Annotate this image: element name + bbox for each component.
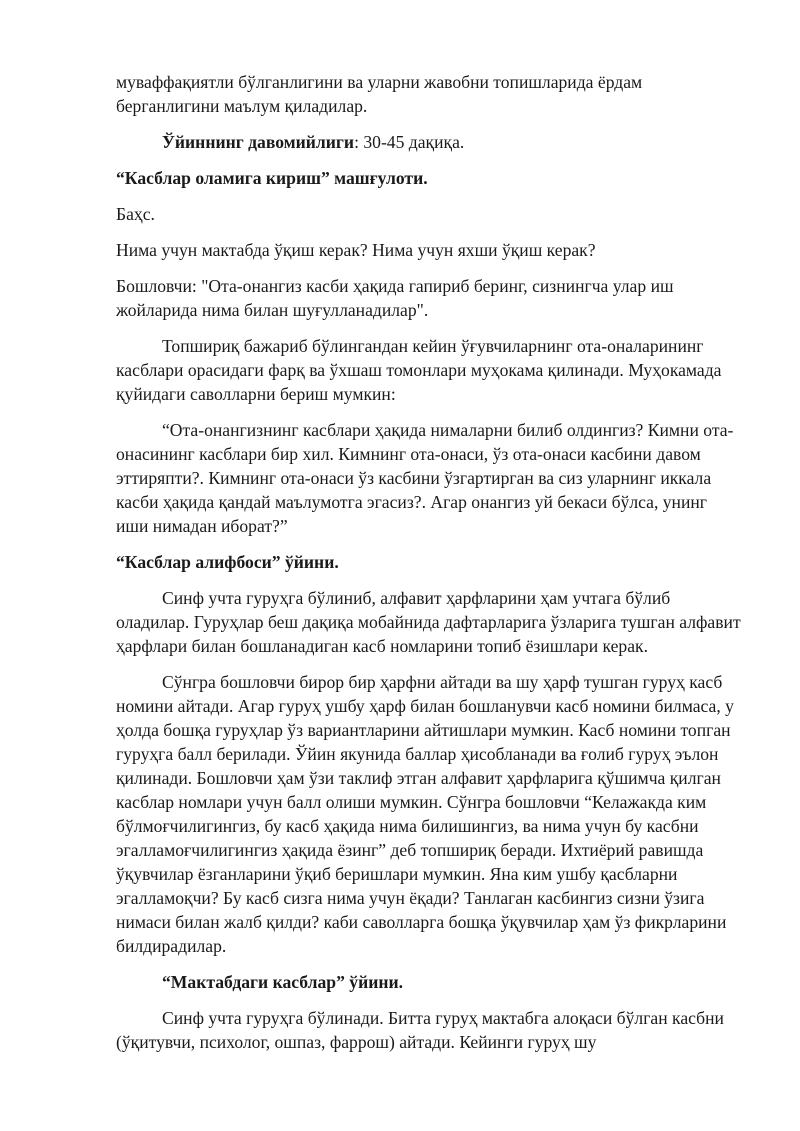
heading-school-game: “Мактабдаги касблар” ўйини. bbox=[162, 972, 404, 992]
heading-alphabet-game: “Касблар алифбоси” ўйини. bbox=[116, 552, 339, 572]
duration-label: Ўйиннинг давомийлиги bbox=[162, 132, 355, 152]
paragraph-discussion: Баҳс. bbox=[116, 204, 155, 224]
paragraph-questions: Нима учун мактабда ўқиш керак? Нима учун яхши ўқиш керак? bbox=[116, 240, 596, 260]
paragraph-groups: Синф учта гуруҳга бўлиниб, алфавит ҳарфларини ҳам учтага бўлиб оладилар. Гуруҳлар беш дақиқа мобайнида дафтарларига ўзларига тушган алфавит ҳарфлари билан бошланадиган касб номларини топиб ёзишлари керак. bbox=[116, 588, 741, 656]
heading-careers-world: “Касблар оламига кириш” машғулоти. bbox=[116, 168, 428, 188]
duration-line bbox=[116, 130, 742, 154]
paragraph-quote: “Ота-онангизнинг касблари ҳақида нималарни билиб олдингиз? Кимни ота-онасининг касблари бир хил. Кимнинг ота-онаси, ўз ота-онаси касбини давом эттиряпти?. Кимнинг ота-онаси ўз касбини ўзгартирган ва сиз уларнинг иккала касби ҳақида қандай маълумотга эгасиз?. Агар онангиз уй бекаси бўлса, унинг иши нимадан иборат?” bbox=[116, 420, 734, 536]
paragraph-school-groups: Синф учта гуруҳга бўлинади. Битта гуруҳ мактабга алоқаси бўлган касбни (ўқитувчи, психолог, ошпаз, фаррош) айтади. Кейинги гуруҳ шу bbox=[116, 1008, 724, 1052]
paragraph-intro: муваффақиятли бўлганлигини ва уларни жавобни топишларида ёрдам берганлигини маълум қиладилар. bbox=[116, 72, 643, 116]
paragraph-leader: Бошловчи: "Ота-онангиз касби ҳақида гапириб беринг, сизнингча улар иш жойларида нима билан шуғулланадилар". bbox=[116, 276, 674, 320]
duration-value: : 30-45 дақиқа. bbox=[354, 132, 465, 152]
document-page bbox=[116, 70, 742, 1066]
paragraph-task: Топшириқ бажариб бўлингандан кейин ўғувчиларнинг ота-оналарининг касблари орасидаги фарқ ва ўхшаш томонлари муҳокама қилинади. Муҳокамада қуйидаги саволларни бериш мумкин: bbox=[116, 336, 722, 404]
paragraph-rules: Сўнгра бошловчи бирор бир ҳарфни айтади ва шу ҳарф тушган гуруҳ касб номини айтади. Агар гуруҳ ушбу ҳарф билан бошланувчи касб номини билмаса, у ҳолда бошқа гуруҳлар ўз вариантларини айтишлари мумкин. Касб номини топган гуруҳга балл берилади. Ўйин якунида баллар ҳисобланади ва ғолиб гуруҳ эълон қилинади. Бошловчи ҳам ўзи таклиф этган алфавит ҳарфларига қўшимча қилган касблар номлари учун балл олиши мумкин. Сўнгра бошловчи “Келажакда ким бўлмоғчилигингиз, бу касб ҳақида нима билишингиз, ва нима учун бу касбни эгалламоғчилигингиз ҳақида ёзинг” деб топшириқ беради. Ихтиёрий равишда ўқувчилар ёзганларини ўқиб беришлари мумкин. Яна ким ушбу қасбларни эгалламоқчи? Бу касб сизга нима учун ёқади? Танлаган касбингиз сизни ўзига нимаси билан жалб қилди? каби саволларга бошқа ўқувчилар ҳам ўз фикрларини билдирадилар. bbox=[116, 672, 734, 956]
